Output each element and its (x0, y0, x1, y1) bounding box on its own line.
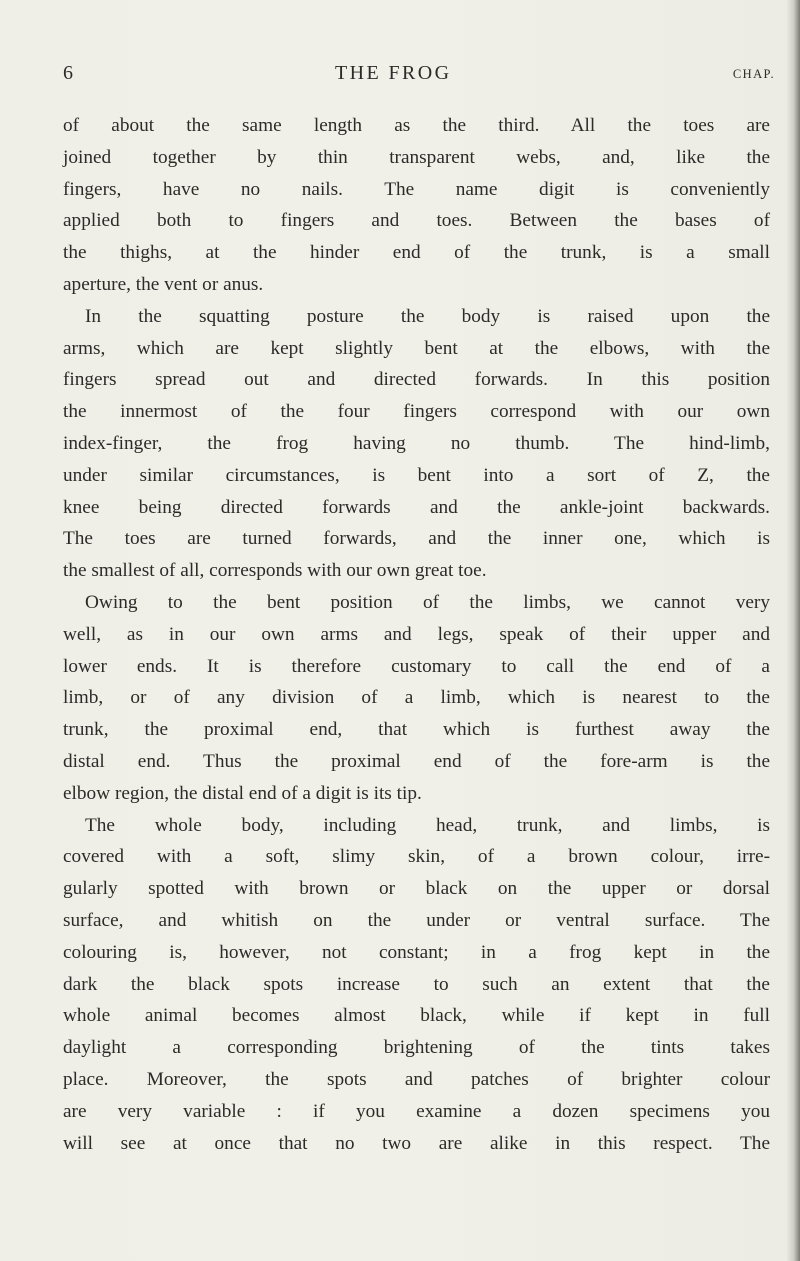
chapter-label: CHAP. (732, 67, 775, 81)
page-header (63, 62, 775, 92)
text-line: covered with a soft, slimy skin, of a brown colour, irre- (63, 846, 770, 868)
text-line: the innermost of the four fingers correspond with our own (63, 401, 770, 423)
text-line: limb, or of any division of a limb, which is nearest to the (63, 687, 770, 709)
text-line: gularly spotted with brown or black on the upper or dorsal (63, 878, 770, 900)
text-line: surface, and whitish on the under or ventral surface. The (63, 909, 770, 931)
text-line: trunk, the proximal end, that which is furthest away the (63, 719, 770, 741)
text-line: fingers spread out and directed forwards. In this position (63, 369, 770, 391)
text-line: whole animal becomes almost black, while if kept in full (63, 1005, 770, 1027)
text-line: knee being directed forwards and the ankle-joint backwards. (63, 496, 770, 518)
text-line: lower ends. It is therefore customary to call the end of a (63, 655, 770, 677)
text-line: daylight a corresponding brightening of the tints takes (63, 1037, 770, 1059)
text-line: applied both to fingers and toes. Between the bases of (63, 210, 770, 232)
text-line: distal end. Thus the proximal end of the fore-arm is the (63, 750, 770, 772)
text-line: elbow region, the distal end of a digit is its tip. (63, 782, 422, 804)
text-line: will see at once that no two are alike in this respect. The (63, 1132, 770, 1154)
running-title: THE FROG (335, 62, 452, 84)
text-line: arms, which are kept slightly bent at the elbows, with the (63, 337, 770, 359)
text-line: colouring is, however, not constant; in a frog kept in the (63, 941, 770, 963)
text-line: of about the same length as the third. All the toes are (63, 115, 770, 136)
text-line: the thighs, at the hinder end of the trunk, is a small (63, 242, 770, 264)
text-line: Owing to the bent position of the limbs, we cannot very (85, 591, 770, 613)
text-line: well, as in our own arms and legs, speak of their upper and (63, 623, 770, 645)
text-line: The toes are turned forwards, and the inner one, which is (63, 528, 770, 550)
body-text (63, 110, 770, 1159)
text-line: dark the black spots increase to such an extent that the (63, 973, 770, 995)
text-line: aperture, the vent or anus. (63, 273, 264, 295)
text-line: joined together by thin transparent webs, and, like the (63, 146, 770, 168)
text-line: fingers, have no nails. The name digit is conveniently (63, 178, 770, 200)
text-line: place. Moreover, the spots and patches of brighter colour (63, 1068, 770, 1090)
text-line: under similar circumstances, is bent into a sort of Z, the (63, 464, 770, 486)
text-line: are very variable : if you examine a dozen specimens you (63, 1100, 770, 1122)
text-line: In the squatting posture the body is raised upon the (85, 305, 770, 327)
text-line: index-finger, the frog having no thumb. The hind-limb, (63, 432, 770, 454)
page-edge-shadow (786, 0, 800, 1261)
page-number: 6 (63, 62, 74, 84)
text-line: the smallest of all, corresponds with our own great toe. (63, 560, 487, 582)
text-line: The whole body, including head, trunk, and limbs, is (85, 814, 770, 836)
